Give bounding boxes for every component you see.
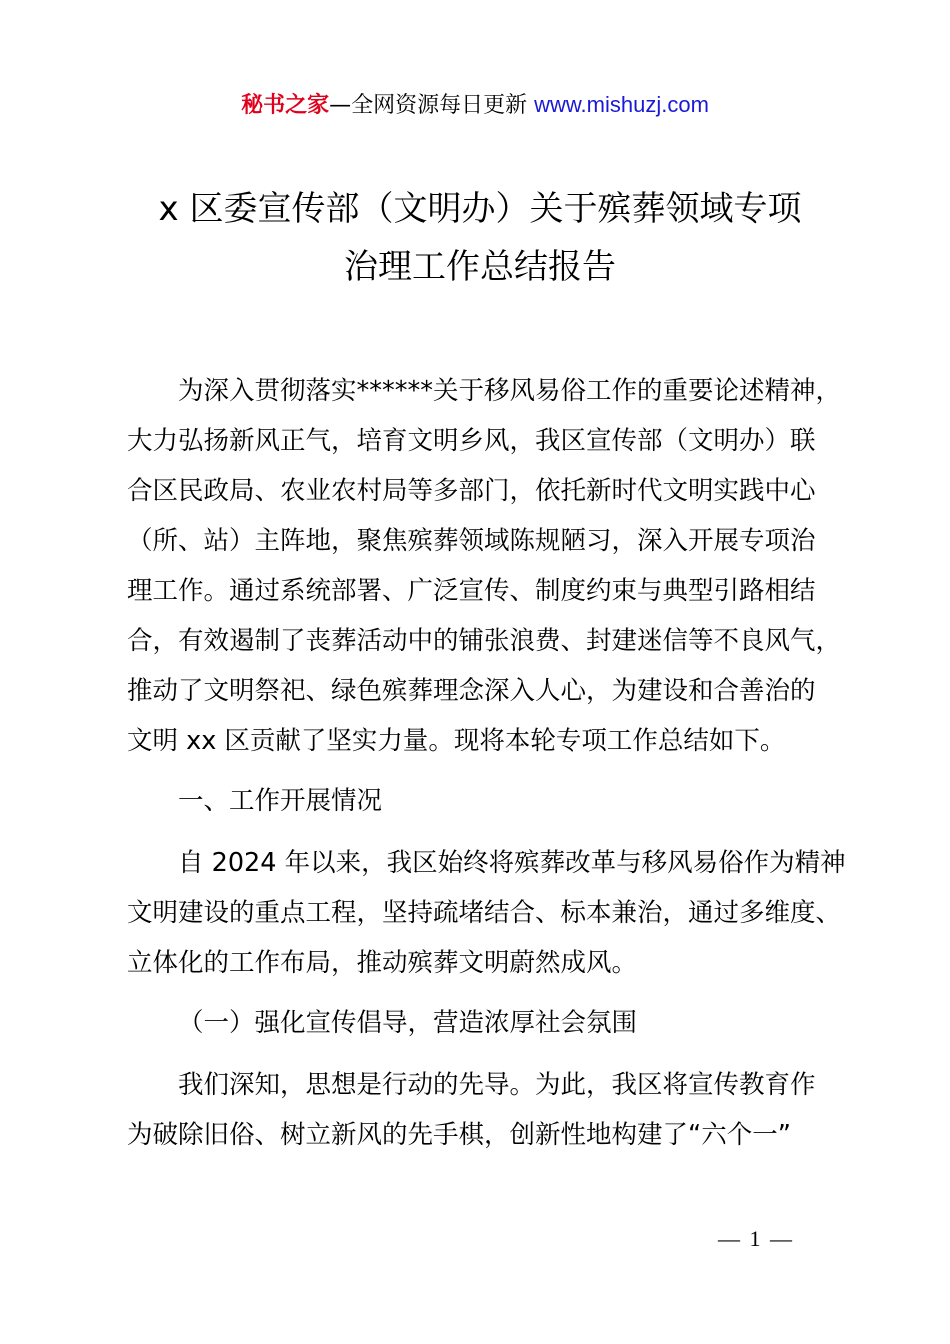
paragraph-line: 大力弘扬新风正气，培育文明乡风，我区宣传部（文明办）联 [127, 426, 816, 456]
document-body [127, 366, 857, 1160]
intro-paragraph [127, 366, 857, 766]
paragraph-line: 为破除旧俗、树立新风的先手棋，创新性地构建了“六个一” [127, 1120, 791, 1150]
section-heading: 一、工作开展情况 [178, 786, 383, 816]
paragraph-line: 为深入贯彻落实******关于移风易俗工作的重要论述精神， [178, 376, 842, 406]
paragraph-line: 合区民政局、农业农村局等多部门，依托新时代文明实践中心 [127, 476, 816, 506]
page-number: — 1 — [718, 1226, 794, 1251]
site-url-link[interactable]: www.mishuzj.com [534, 92, 709, 117]
paragraph-line: 合，有效遏制了丧葬活动中的铺张浪费、封建迷信等不良风气， [127, 626, 842, 656]
paragraph-line: 文明建设的重点工程，坚持疏堵结合、标本兼治，通过多维度、 [127, 898, 842, 928]
subsection-heading: （一）强化宣传倡导，营造浓厚社会氛围 [178, 1008, 638, 1038]
paragraph-line: 推动了文明祭祀、绿色殡葬理念深入人心，为建设和合善治的 [127, 676, 816, 706]
paragraph-line: 我们深知，思想是行动的先导。为此，我区将宣传教育作 [178, 1070, 816, 1100]
subsection1-paragraph [127, 1060, 857, 1160]
title-line-2: 治理工作总结报告 [344, 247, 616, 287]
title-line-1: x 区委宣传部（文明办）关于殡葬领域专项 [158, 189, 802, 229]
section1-paragraph [127, 838, 857, 988]
document-title [100, 180, 860, 296]
paragraph-line: 文明 xx 区贡献了坚实力量。现将本轮专项工作总结如下。 [127, 726, 786, 756]
paragraph-line: （所、站）主阵地，聚焦殡葬领域陈规陋习，深入开展专项治 [127, 526, 816, 556]
paragraph-line: 自 2024 年以来，我区始终将殡葬改革与移风易俗作为精神 [178, 848, 846, 878]
site-header [0, 88, 950, 123]
paragraph-line: 立体化的工作布局，推动殡葬文明蔚然成风。 [127, 948, 638, 978]
site-brand: 秘书之家 [241, 93, 330, 118]
site-slogan: —全网资源每日更新 [329, 93, 535, 118]
paragraph-line: 理工作。通过系统部署、广泛宣传、制度约束与典型引路相结 [127, 576, 816, 606]
